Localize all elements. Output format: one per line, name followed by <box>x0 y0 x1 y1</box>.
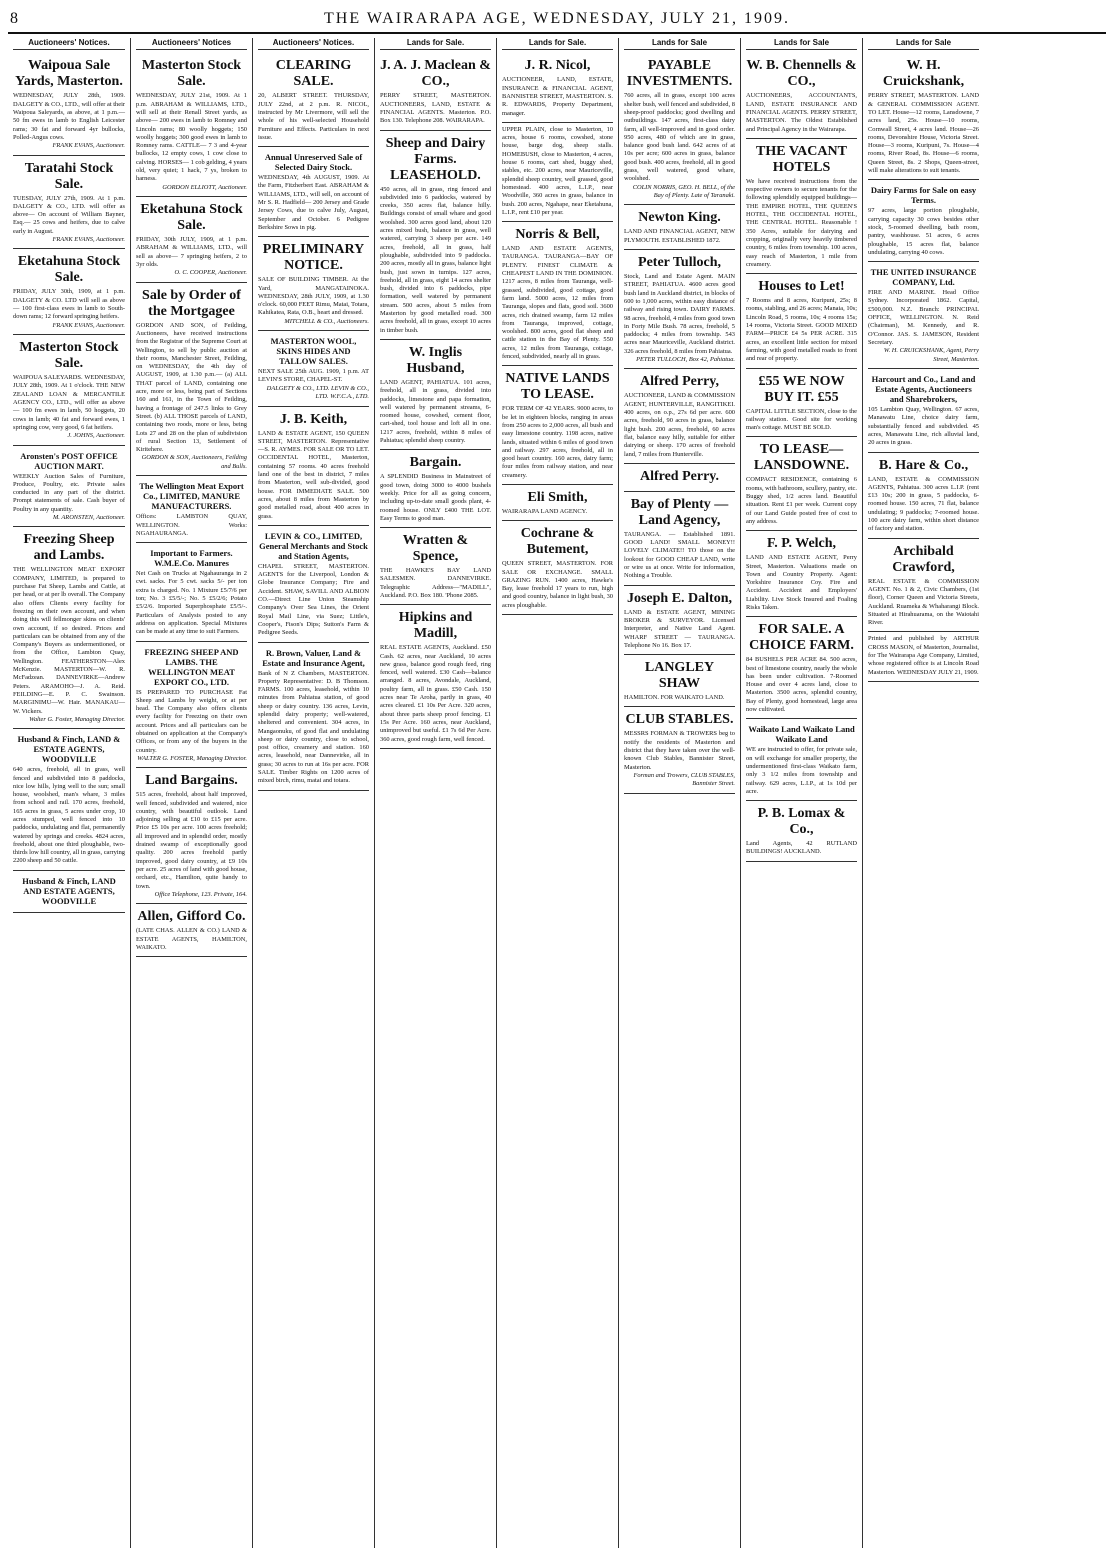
ad-body: CAPITAL LITTLE SECTION, close to the railway station. Good site for working man's cottage. MUST BE SOLD. <box>746 407 857 432</box>
column-3 <box>252 38 374 1548</box>
advertisement <box>136 283 247 477</box>
ad-heading: Newton King. <box>638 210 721 226</box>
ad-heading: P. B. Lomax & Co., <box>757 806 846 838</box>
advertisement <box>624 205 735 250</box>
column-8 <box>862 38 984 1548</box>
section-header: Auctioneers' Notices. <box>13 38 125 50</box>
ad-body: NEXT SALE 25th AUG. 1909, 1 p.m. AT LEVIN'S STORE, CHAPEL-ST. <box>258 368 369 384</box>
section-header: Lands for Sale. <box>380 38 491 50</box>
ad-body: FRIDAY, 30th JULY, 1909, at 1 p.m. ABRAHAM & WILLIAMS, LTD., will sell as above— 7 springing heifers, 2 to 3yr olds. <box>136 236 247 268</box>
ad-body: UPPER PLAIN, close to Masterton, 10 acres, house 6 rooms, cowshed, stone house, barge dog, sheep stalls. HOMEBUSH, close to Masterton, 4 acres, house 6 rooms, cart shed, buggy shed, stables, etc. 200 acres, near Mauriceville, splendid sheep country, well grassed, good homestead. 400 acres, L.I.P., near Woodville, 360 acres in grass, balance in bush. 200 acres, Ngahape, near Eketahuna, L.I.P., rent £10 per year. <box>502 125 613 216</box>
ad-heading: Bargain. <box>409 455 462 471</box>
ad-signature: WALTER G. FOSTER, Managing Director. <box>137 754 247 762</box>
advertisement <box>13 871 125 913</box>
advertisement <box>258 331 369 406</box>
advertisement <box>258 407 369 526</box>
ad-heading: J. R. Nicol, <box>524 58 591 74</box>
ad-body: THE WELLINGTON MEAT EXPORT COMPANY, LIMITED, is prepared to purchase Fat Sheep, Lambs and Cattle, at per head, or at per lb overall. The Company also offers Clients every facility for freezing on their own account, and when doing this will fellmonger skins on clients' own account, if so desired. Prices and particulars can be obtained from any of the Company's Buyers as undermentioned, or from the Office, Lambton Quay, Wellington. FEATHERSTON—Alex McKenzie. MASTERTON—W. R. McFadzean. DANNEVIRKE—Andrew Peters. ARAMOHO—J. A. Reid. FEILDING—E. P. C. Swainson. MARGINIMU—W. Hair. MANAKAU—W. Vickers. <box>13 566 125 715</box>
ad-heading: £55 WE NOW BUY IT. £55 <box>758 373 845 405</box>
ad-body: MESSRS FORMAN & TROWERS beg to notify the residents of Masterton and district that they have taken over the well-known Club Stables, Bannister Street, Masterton. <box>624 730 735 771</box>
ad-heading: Waipoua Sale Yards, Masterton. <box>15 58 123 90</box>
ad-body: 105 Lambton Quay, Wellington. 67 acres, Manawatu Line, choice dairy farm, substantially fenced and subdivided. 45 acres, Manawatu Line, rich alluvial land, 20 acres in grass. <box>868 406 979 447</box>
ad-body: Offices: LAMBTON QUAY, WELLINGTON. Works: NGAHAURANGA. <box>136 513 247 537</box>
ad-heading: FREEZING SHEEP AND LAMBS. THE WELLINGTON MEAT EXPORT CO., LTD. <box>144 646 239 687</box>
masthead <box>8 10 1106 34</box>
column-grid <box>8 38 1106 1548</box>
ad-heading: Cochrane & Butement, <box>520 526 595 558</box>
ad-body: WAIRARAPA LAND AGENCY. <box>502 507 588 515</box>
ad-signature: GORDON ELLIOTT, Auctioneer. <box>162 183 247 191</box>
ad-heading: Waikato Land Waikato Land Waikato Land <box>748 724 855 745</box>
advertisement <box>380 53 491 130</box>
ad-body: WEDNESDAY, JULY 21st, 1909. At 1 p.m. ABRAHAM & WILLIAMS, LTD., will sell at their Renall Street yards, as above— 200 ewes in lamb to Romney and Lincoln rams; 80 woolly hoggets; 150 woolly hoggets; 300 good ewes in lamb to Romney rams. CATTLE— 7 3 and 4-year bullocks, 12 empty cows, 1 cow close to calving. HORSES— 1 cob gelding, 4 years old, very quiet; 1 hack, 7 ys, broken to harness. <box>136 92 247 183</box>
advertisement <box>746 437 857 531</box>
ad-heading: Aronsten's POST OFFICE AUCTION MART. <box>20 450 118 471</box>
ad-body: LAND AND FINANCIAL AGENT, NEW PLYMOUTH. ESTABLISHED 1872. <box>624 228 735 244</box>
ad-body: LAND & ESTATE AGENT, MINING BROKER & SURVEYOR. Licensed Interpreter, and Native Land Agent. WHARF STREET — TAURANGA. Telephone No 16. Box 17. <box>624 608 735 649</box>
advertisement <box>258 526 369 643</box>
ad-heading: Harcourt and Co., Land and Estate Agents, Auctioneers and Sharebrokers, <box>871 374 976 405</box>
ad-heading: Masterton Stock Sale. <box>19 340 119 372</box>
ad-heading: Bay of Plenty — Land Agency, <box>630 496 729 528</box>
advertisement <box>136 197 247 283</box>
ad-heading: Freezing Sheep and Lambs. <box>23 532 115 564</box>
advertisement <box>868 539 979 633</box>
advertisement <box>258 53 369 147</box>
ad-heading: LEVIN & CO., LIMITED, General Merchants and Stock and Station Agents, <box>259 530 368 561</box>
ad-heading: Norris & Bell, <box>515 227 600 243</box>
ad-heading: Allen, Gifford Co. <box>137 909 246 925</box>
ad-signature: COLIN NORRIS, GEO. H. BELL, of the Bay of Plenty. Late of Taranaki. <box>632 183 735 200</box>
ad-body: CHAPEL STREET, MASTERTON. AGENTS for the Liverpool, London & Globe Insurance Company; Fire and Accident. SHAW, SAVILL AND ALBION CO.—Direct Line Union Steamship Company's Over Sea Lines, the Orient Royal Mail Line, via Suez; Little's, Cooper's, Fison's Dips; Sutton's Farm & Pedigree Seeds. <box>258 562 369 637</box>
section-header: Lands for Sale. <box>502 38 613 50</box>
ad-body: FOR TERM OF 42 YEARS. 9000 acres, to be let in eighteen blocks, ranging in areas from 250 acres to 2,000 acres, all bush and easy limestone country. 1198 acres, native lands, situated within 6 miles of good town and railway. 297 acres, freehold, all in good heart country. 160 acres, dairy farm; four miles from railway station, and near creamery. <box>502 405 613 479</box>
advertisement <box>136 53 247 197</box>
ad-body: PERRY STREET, MASTERTON. AUCTIONEERS, LAND, ESTATE & FINANCIAL AGENTS. Masterton. P.O. Box 130. Telephone 208. WAIRARAPA. <box>380 92 491 125</box>
section-header: Auctioneers' Notices <box>136 38 247 50</box>
advertisement <box>380 450 491 528</box>
advertisement <box>746 801 857 862</box>
ad-heading: W. B. Chennells & CO., <box>746 58 857 90</box>
ad-heading: W. Inglis Husband, <box>406 344 465 376</box>
ad-body: WEEKLY Auction Sales of Furniture, Produce, Poultry, etc. Private sales conducted in any part of the district. Prompt statements of sale. Cash buyer of Poultry in any quantity. <box>13 472 125 513</box>
ad-heading: W. H. Cruickshank, <box>882 58 965 90</box>
ad-body: (LATE CHAS. ALLEN & CO.) LAND & ESTATE AGENTS, HAMILTON, WAIKATO. <box>136 927 247 951</box>
ad-body: THE HAWKE'S BAY LAND SALESMEN. DANNEVIRKE. Telegraphic Address—"MADILL", Auckland. P.O. Box 180. 'Phone 2085. <box>380 567 491 599</box>
ad-body: Net Cash on Trucks at Ngahauranga in 2 cwt. sacks. For 5 cwt. sacks 5/- per ton extra is charged. No. 1 Mixture £5/7/6 per ton; No. 3 £5/5/-; No. 5 £5/2/6; Potato £5/2/6. Imported Superphosphate £5/5/-. Particulars of Analysis posted to any address on application. Special Mixtures can be made at any time to suit Farmers. <box>136 570 247 636</box>
ad-signature: Forman and Trowers, CLUB STABLES, Bannister Street. <box>633 771 735 788</box>
column-7 <box>740 38 862 1548</box>
advertisement <box>624 53 735 205</box>
ad-body: COMPACT RESIDENCE, containing 6 rooms, with bathroom, scullery, pantry, etc. Buggy shed, 1/2 acres land. Beautiful situation. Rent £1 per week. Current copy of our Land Guide posted free of cost to any address. <box>746 476 857 525</box>
ad-body: LAND, ESTATE & COMMISSION AGENTS, Pahiatua. 300 acres L.I.P. (rent £13 10s; 200 in grass, 5 paddocks, 6-roomed house. 150 acres, 71 flat, balance undulating; 9 paddocks; 7-roomed house. 100 acre dairy farm, within short distance of factory and station. <box>868 475 979 533</box>
ad-heading: F. P. Welch, <box>766 536 837 552</box>
column-2 <box>130 38 252 1548</box>
advertisement <box>13 335 125 445</box>
ad-heading: Sale by Order of the Mortgagee <box>142 287 241 319</box>
ad-body: 760 acres, all in grass, except 100 acres shelter bush, well fenced and subdivided, 8 sheep-proof paddocks; good dwelling and outbuildings. 147 acres, first-class dairy farm, all well-improved and in good order. 950 acres, 480 of which are in grass, balance good bush land. 642 acres of at 10s per acre; 600 acres in grass, balance good bush. 400 acres, freehold, all in good grass, well watered, good whare, woolshed. <box>624 92 735 183</box>
ad-heading: LANGLEY SHAW <box>644 660 715 692</box>
ad-body: 97 acres, large portion ploughable, carrying capacity 30 cows besides other stock, 5-roomed dwelling, bath room, pantry, washhouse. 51 acres, 6 acres ploughable, 15 acres flat, balance undulating, carrying 40 cows. <box>868 207 979 256</box>
page-number: 8 <box>10 10 18 27</box>
section-header: Lands for Sale <box>746 38 857 50</box>
advertisement <box>624 369 735 463</box>
ad-heading: CLUB STABLES. <box>625 712 734 728</box>
ad-body: Land Agents, 42 RUTLAND BUILDINGS! AUCKLAND. <box>746 840 857 856</box>
advertisement <box>746 369 857 438</box>
ad-signature: Office Telephone, 123. Private, 164. <box>154 890 247 898</box>
advertisement <box>258 147 369 237</box>
ad-body: FRIDAY, JULY 30th, 1909, at 1 p.m. DALGETY & CO. LTD will sell as above— 100 first-class ewes in lamb to South-down rams; 12 forward springing heifers. <box>13 288 125 321</box>
advertisement <box>624 586 735 655</box>
ad-heading: TO LEASE—LANSDOWNE. <box>753 442 850 474</box>
advertisement <box>746 139 857 274</box>
advertisement <box>624 464 735 492</box>
advertisement <box>258 643 369 791</box>
ad-heading: Annual Unreserved Sale of Selected Dairy Stock. <box>264 152 363 173</box>
ad-signature: J. JOHNS, Auctioneer. <box>67 432 125 440</box>
ad-body: TUESDAY, JULY 27th, 1909. At 1 p.m. DALGETY & CO., LTD. will offer as above— On account of William Bayner, Esq.— 25 cows and heifers, due to calve early in August. <box>13 194 125 235</box>
ad-heading: NATIVE LANDS TO LEASE. <box>505 371 610 403</box>
newspaper-title: THE WAIRARAPA AGE, WEDNESDAY, JULY 21, 1909. <box>324 10 790 27</box>
ad-body: WEDNESDAY, JULY 28th, 1909. DALGETY & CO., LTD., will offer at their Waipoua Saleyards, as above, at 1 p.m.— 50 fm ewes in lamb to English Leicester rams; 30 fat and forward 4yr bullocks, Polled-Angus cows. <box>13 92 125 141</box>
advertisement <box>136 476 247 543</box>
ad-body: WE are instructed to offer, for private sale, on will exchange for smaller property, the undermentioned first-class Waikato farm, only 3 1/2 miles from township and railway. 629 acres, L.I.P., at 1s 10d per acre. <box>746 746 857 795</box>
advertisement <box>136 768 247 904</box>
ad-body: 20, ALBERT STREET. THURSDAY, JULY 22nd, at 2 p.m. R. NICOL, instructed by Mr Livermore, will sell the whole of his well-selected Household Furniture and Effects. Particulars in next issue. <box>258 92 369 141</box>
ad-heading: Peter Tulloch, <box>638 255 721 271</box>
ad-body: REAL ESTATE AGENTS, Auckland. £50 Cash. 62 acres, near Auckland, 10 acres new grass, balance good rough feed, ring fenced, well watered. £30 Cash—balance arranged. 8 acres, Avondale, Auckland, poultry farm, all in grass. £50 Cash. 150 acres near Te Aroha, partly in grass, 40 acres cleared. £1 10s Per Acre. 320 acres, about three parts sheep proof fencing. £1 15s Per Acre. 160 acres, near Auckland, unimproved but useful. £1 7s 6d Per Acre. 360 acres, good rough farm, well fenced. <box>380 644 491 743</box>
advertisement <box>502 485 613 521</box>
ad-signature: Walter G. Foster, Managing Director. <box>29 715 125 723</box>
ad-heading: B. Hare & Co., <box>878 457 969 473</box>
ad-body: AUCTIONEERS, ACCOUNTANTS, LAND, ESTATE INSURANCE AND FINANCIAL AGENTS. PERRY STREET, MASTERTON. The Oldest Established and Principal Agency in the Wairarapa. <box>746 92 857 133</box>
ad-heading: Husband & Finch, LAND AND ESTATE AGENTS, WOODVILLE <box>22 875 116 906</box>
ad-heading: Alfred Perry, <box>639 374 720 390</box>
advertisement <box>136 543 247 641</box>
ad-heading: Wratten & Spence, <box>402 533 469 565</box>
advertisement <box>380 340 491 450</box>
ad-signature: FRANK EVANS, Auctioneer. <box>52 142 125 150</box>
ad-body: 640 acres, freehold, all in grass, well fenced and subdivided into 8 paddocks, nice low hills, lying well to the sun; small house, woolshed, man's whare, 3 miles from school and rail. 170 acres, freehold, 165 acres in grass, 5 acres under crop, 10 acres stumped, well fenced into 10 paddocks, undulating and flat, permanently watered by springs and creeks. 4824 acres, freehold, about one third ploughable, two-thirds low hill country, all in grass, carrying 2200 sheep and 50 cattle. <box>13 766 125 865</box>
ad-heading: J. B. Keith, <box>279 411 348 427</box>
section-header: Auctioneers' Notices. <box>258 38 369 50</box>
advertisement <box>746 719 857 801</box>
advertisement <box>13 527 125 729</box>
advertisement <box>502 222 613 366</box>
ad-heading: J. A. J. Maclean & CO., <box>380 58 491 90</box>
ad-heading: Sheep and Dairy Farms. LEASEHOLD. <box>385 135 486 183</box>
ad-heading: Eketahuna Stock Sale. <box>17 254 121 286</box>
ad-body: TAURANGA. — Established 1891. GOOD LAND! SMALL MONEY!! LOVELY CLIMATE!! TO those on the lookout for GOOD CHEAP LAND, write or wire us at once. Write for information, Nothing a Trouble. <box>624 530 735 580</box>
ad-body: FIRE AND MARINE. Head Office Sydney. Incorporated 1862. Capital, £500,000. N.Z. Branch: PRINCIPAL OFFICE, WELLINGTON. N. Reid (Chairman), M. Kennedy, and R. O'Connor. JAS. S. JAMESON, Resident Secretary. <box>868 289 979 346</box>
ad-heading: Eli Smith, <box>527 489 588 505</box>
advertisement <box>13 729 125 871</box>
advertisement <box>868 369 979 452</box>
advertisement <box>746 531 857 617</box>
advertisement <box>868 453 979 539</box>
ad-body: WAIPOUA SALEYARDS. WEDNESDAY, JULY 28th, 1909. At 1 o'clock. THE NEW ZEALAND LOAN & MERCANTILE AGENCY CO., LTD., will offer as above— 100 fm ewes in lamb, 50 hoggets, 20 cows in lamb; 40 fat and forward ewes, 1 springing cow, very good, 6 fat heifers. <box>13 374 125 431</box>
ad-heading: Houses to Let! <box>758 279 845 295</box>
advertisement <box>624 250 735 369</box>
column-5 <box>496 38 618 1548</box>
ad-body: 7 Rooms and 8 acres, Kuripuni, 25s; 8 rooms, stabling, and 26 acres; Manaia, 10s; Lincoln Road, 5 rooms, 10s; 4 rooms 15s; 14 rooms, Victoria Street. GOOD MIXED FARM—PRICE £4 5s PER ACRE. 315 acres, an excellent little section for mixed farming, with good metalled roads to front and rear of property. <box>746 297 857 363</box>
advertisement <box>380 528 491 605</box>
ad-signature: O. C. COOPER, Auctioneer. <box>174 269 247 277</box>
ad-body: WEDNESDAY, 4th AUGUST, 1909. At the Farm, Fitzherbert East. ABRAHAM & WILLIAMS, LTD., will sell, on account of Mr S. R. Hadfield— 200 Jersey and Grade Jersey Cows, due to calve July, August, September and October. 6 Pedigree Berkshire Sows in pig. <box>258 174 369 231</box>
advertisement <box>746 617 857 719</box>
ad-body: GORDON AND SON, of Feilding, Auctioneers, have received instructions from the Registrar of the Supreme Court at Wellington, to sell by public auction at their rooms, Manchester Street, Feilding, on WEDNESDAY, the 4th day of AUGUST, 1909, at 1.30 p.m.— (a) ALL THAT parcel of LAND, containing one acre, more or less, being part of Sections 160 and 161, in the Town of Feilding, having a frontage of 247.5 links to Grey Street. (b) ALL THOSE parcels of LAND, containing two roods, more or less, being Lots 27 and 28 on the plan of subdivision of rural Section 13, Settlement of Kiritehere. <box>136 321 247 454</box>
ad-body: LAND AND ESTATE AGENTS, TAURANGA. TAURANGA—BAY OF PLENTY. FINEST CLIMATE & CHEAPEST LAND IN THE DOMINION. 1217 acres, 8 miles from Tauranga, well-grassed, subdivided, good cottage, good farm land. 5000 acres, 12 miles from Tauranga, slopes and flats, good soil. 3600 acres, rich drained swamp, farm 12 miles from Tauranga, improved, cottage, woolshed. 800 acres, good flat sheep and cattle station in the Bay of Plenty. 550 acres, 12 miles from Tauranga, cottage, fenced, subdivided, nearly all in grass. <box>502 245 613 361</box>
advertisement <box>502 53 613 122</box>
ad-body: HAMILTON. FOR WAIKATO LAND. <box>624 694 725 702</box>
advertisement <box>502 123 613 222</box>
advertisement <box>868 632 979 681</box>
ad-heading: MASTERTON WOOL, SKINS HIDES AND TALLOW SALES. <box>270 336 357 367</box>
ad-heading: Joseph E. Dalton, <box>626 590 733 606</box>
advertisement <box>868 53 979 180</box>
ad-heading: Masterton Stock Sale. <box>141 58 242 90</box>
advertisement <box>746 274 857 368</box>
ad-heading: Husband & Finch, LAND & ESTATE AGENTS, WOODVILLE <box>17 734 121 765</box>
ad-body: REAL ESTATE & COMMISSION AGENT. No. 1 & 2, Civic Chambers, (1st floor), Corner Queen and Victoria Streets, Auckland. Ruameka & Whaharangi Block. Situated at Hirahuarama, on the Waiotahi River. <box>868 577 979 627</box>
advertisement <box>624 492 735 586</box>
advertisement <box>380 131 491 340</box>
ad-signature: M. ARONSTEN, Auctioneer. <box>52 514 125 522</box>
ad-signature: DALGETY & CO., LTD. LEVIN & CO., LTD. W.F.C.A., LTD. <box>266 384 369 401</box>
advertisement <box>258 237 369 331</box>
advertisement <box>13 446 125 528</box>
advertisement <box>502 366 613 485</box>
ad-body: IS PREPARED TO PURCHASE Fat Sheep and Lambs by weight, or at per head. The Company also offers clients every facility for Freezing on their own account. Prices and all particulars can be obtained on application at the Company's Offices, or from any of the buyers in the country. <box>136 688 247 754</box>
ad-signature: PETER TULLOCH, Box 42, Pahiatua. <box>636 356 735 364</box>
ad-signature: MITCHELL & CO., Auctioneers. <box>284 317 369 325</box>
ad-heading: Eketahuna Stock Sale. <box>140 202 243 234</box>
ad-body: Printed and published by ARTHUR CROSS MASON, of Masterton, Journalist, for The Wairarapa Age Company, Limited, whose registered office is at Lincoln Road Masterton. WEDNESDAY JULY 21, 1909. <box>868 635 979 676</box>
advertisement <box>868 180 979 262</box>
advertisement <box>380 605 491 749</box>
ad-heading: THE UNITED INSURANCE COMPANY, Ltd. <box>870 267 977 288</box>
ad-signature: GORDON & SON, Auctioneers, Feilding and Bulls. <box>141 454 247 470</box>
ad-heading: FOR SALE. A CHOICE FARM. <box>749 622 854 654</box>
advertisement <box>136 904 247 957</box>
advertisement <box>136 642 247 769</box>
ad-body: SALE OF BUILDING TIMBER. At the Yard, MANGATAINOKA. WEDNESDAY, 28th JULY, 1909, at 1.30 o'clock. 60,000 FEET Rimu, Matai, Totara, Kahikatea, Rata, O.B., heart and dressed. <box>258 276 369 317</box>
ad-signature: FRANK EVANS, Auctioneer. <box>52 321 125 329</box>
ad-heading: PRELIMINARY NOTICE. <box>262 242 365 274</box>
ad-body: PERRY STREET, MASTERTON. LAND & GENERAL COMMISSION AGENT. TO LET. House—12 rooms, Lansdowne, 7 acres land, 25s. House—10 rooms, Cornwall Street, 4 acres land. House—26 rooms, Devonshire House, Victoria Street. House—3 rooms, Kuripuni, 7s. House—4 rooms, River Road, 8s. House—6 rooms, Queen Street, 8s. 2 Shops, Queen-street, will make alterations to suit tenants. <box>868 92 979 175</box>
advertisement <box>502 521 613 615</box>
ad-heading: Hipkins and Madill, <box>398 610 473 642</box>
ad-body: QUEEN STREET, MASTERTON. FOR SALE OR EXCHANGE. SMALL GRAZING RUN. 1400 acres, Hawke's Bay, lease freehold 17 years to run, high and good country, balance in light bush, 30 acres ploughable. <box>502 560 613 609</box>
ad-body: LAND & ESTATE AGENT, 150 QUEEN STREET, MASTERTON. Representative—S. R. AYMES. FOR SALE OR TO LET. OCCIDENTAL HOTEL, Masterton, containing 57 rooms. 40 acres freehold land one of the best in district, 7 miles from Masterton, well sub-divided, good house. FOR IMMEDIATE SALE. 500 acres, about 8 miles from Masterton by good metalled road, about 400 acres in grass. <box>258 429 369 520</box>
ad-heading: The Wellington Meat Export Co., LIMITED, MANURE MANUFACTURERS. <box>139 481 244 512</box>
column-4 <box>374 38 496 1548</box>
ad-heading: Archibald Crawford, <box>892 543 955 575</box>
advertisement <box>746 53 857 138</box>
advertisement <box>624 655 735 707</box>
ad-heading: Land Bargains. <box>145 773 238 789</box>
ad-body: Bank of N Z Chambers, MASTERTON. Property Representative: D. B Thomson. FARMS. 100 acres, leasehold, within 10 minutes from Pahiatua station, of good sheep or dairy country. 136 acres, Levin, splendid dairy property; well-watered, sheltered and convenient. 304 acres, in Mangaonuku, of good flat and undulating sheep or dairy country, close to school, post office, creamery and station. 160 acres, leasehold, near Dannevirke, all in grass; 30 acres to run at 16s per acre. FOR SALE. Timber Rights on 1200 acres of mixed birch, rimu, matai and totara. <box>258 669 369 785</box>
ad-body: LAND AND ESTATE AGENT, Perry Street, Masterton. Valuations made on Town and Country Property. Agent: Yorkshire Insurance Coy. Fire and Accident. Accident and Employers' Liability. Live Stock Insured and Foaling Risks Taken. <box>746 554 857 611</box>
ad-heading: Important to Farmers. W.M.E.Co. Manures <box>150 548 233 569</box>
ad-signature: W. H. CRUICKSHANK, Agent, Perry Street, Masterton. <box>883 347 979 363</box>
column-1 <box>8 38 130 1548</box>
advertisement <box>13 53 125 155</box>
ad-body: 84 BUSHELS PER ACRE 84. 500 acres, best of limestone country, nearly the whole has been under cultivation. 7-Roomed House and over 4 acres land, close to Masterton. 3500 acres, splendid country, Bay of Plenty, good homestead, large area now cultivated. <box>746 656 857 714</box>
advertisement <box>868 262 979 369</box>
ad-heading: Alfred Perry. <box>639 468 720 484</box>
ad-signature: FRANK EVANS, Auctioneer. <box>52 236 125 244</box>
ad-heading: Taratahi Stock Sale. <box>24 160 114 192</box>
advertisement <box>13 156 125 250</box>
ad-heading: CLEARING SALE. <box>275 58 352 90</box>
ad-heading: R. Brown, Valuer, Land & Estate and Insurance Agent, <box>262 647 365 668</box>
ad-body: AUCTIONEER, LAND & COMMISSION AGENT, HUNTERVILLE, RANGITIKEI. 400 acres, on o.p., 27s 6d per acre. 600 acres, freehold, 90 acres in grass, balance light bush. 200 acres, freehold, 60 acres flat, balance easy hilly, suitable for either dairying or sheep. 170 acres of freehold land, 7 miles from Hunterville. <box>624 392 735 458</box>
section-header: Lands for Sale <box>868 38 979 50</box>
ad-body: Stock, Land and Estate Agent. MAIN STREET, PAHIATUA. 4600 acres good bush land in Auckland district, in blocks of 600 to 1,000 acres, within easy distance of railway and rising town. DAIRY FARMS. 98 acres, freehold, 4 miles from good town in Forty Mile Bush. 78 acres, freehold, 5 paddocks; 4 miles from township. 543 acres near Mauriceville, Auckland district. 326 acres freehold, 8 miles from Pahiatua. <box>624 273 735 355</box>
ad-heading: Dairy Farms for Sale on easy Terms. <box>870 185 977 206</box>
advertisement <box>13 249 125 335</box>
ad-body: We have received instructions from the respective owners to secure tenants for the following splendidly equipped buildings— THE EMPIRE HOTEL, THE QUEEN'S HOTEL, THE OCCIDENTAL HOTEL, THE CENTRAL HOTEL. Reasonable ! 350 Acres, suitable for dairying and cropping, originally very heavily timbered country, 6 miles from township. 100 acres, easy reach of Masterton, 1 mile from creamery. <box>746 177 857 268</box>
ad-body: 450 acres, all in grass, ring fenced and subdivided into 6 paddocks, watered by creeks, 350 acres flat, balance hilly. Buildings consist of small whare and good woolshed. 300 acres good land, about 120 acres mixed bush, balance in grass, well watered, carrying 3 sheep per acre. 149 acres, freehold, all in grass, half ploughable, subdivided into 9 paddocks. 200 acres, mostly all in grass, balance light bush, just sown in turnips. 127 acres, freehold, all in grass, eight 14 acres shelter bush, divided into 6 paddocks, pipe formation, well watered by permanent stream. 500 acres, about 5 miles from Masterton by good metalled road. 300 acres freehold, all in grass, except 10 acres in timber bush. <box>380 185 491 334</box>
section-header: Lands for Sale <box>624 38 735 50</box>
ad-body: LAND AGENT, PAHIATUA. 101 acres, freehold, all in grass, divided into paddocks, limestone and papa formation, well watered by permanent streams, 6-roomed house, cowshed, cement floor, cart-shed, tool house and loft all in one. 1217 acres, freehold, within 8 miles of Pahiatua; splendid sheep country. <box>380 378 491 445</box>
ad-heading: PAYABLE INVESTMENTS. <box>626 58 733 90</box>
ad-body: 515 acres, freehold, about half improved, well fenced, subdivided and watered, nice country, with beautiful outlook. Land adjoining selling at £10 to £15 per acre. Price £5 10s per acre. 100 acres freehold; all improved and in splendid order, mostly drained swamp of exceptionally good quality. 200 acres freehold partly improved, good dairy country, at £9 10s per acre. 25 acres of land with good house, orchard, etc., Hamilton, quite handy to town. <box>136 791 247 890</box>
column-6 <box>618 38 740 1548</box>
ad-body: A SPLENDID Business in Mainstreet of good town, doing 3000 to 4000 bushels weekly. Price for all as going concern, including up-to-date small goods plant, 4-roomed house. ONLY £400 THE LOT. Easy Terms to good man. <box>380 473 491 522</box>
advertisement <box>624 707 735 793</box>
ad-heading: THE VACANT HOTELS <box>756 143 847 175</box>
ad-body: AUCTIONEER, LAND, ESTATE, INSURANCE & FINANCIAL AGENT, BANNISTER STREET, MASTERTON. S. R. EDWARDS, Property Department, manager. <box>502 76 613 117</box>
